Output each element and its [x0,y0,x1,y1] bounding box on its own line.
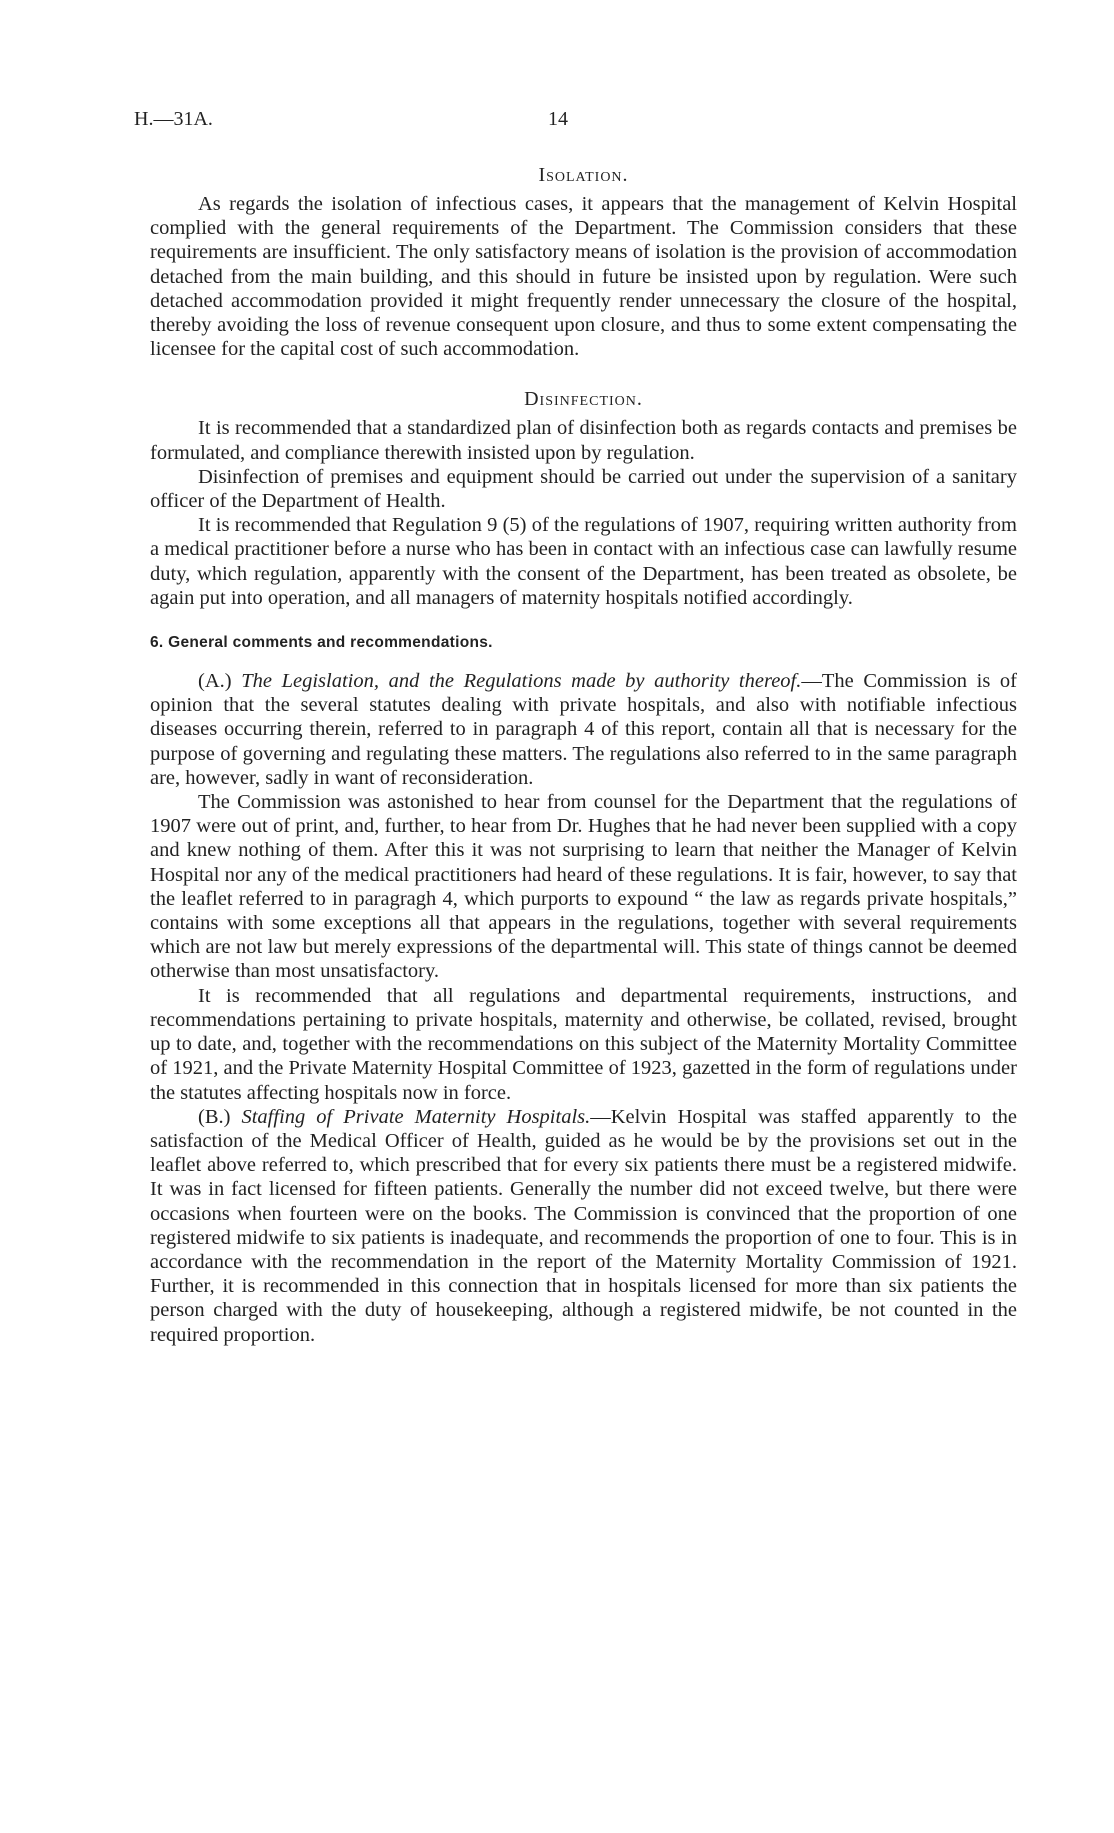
page-header [134,108,1014,138]
disinfection-paragraph-2: Disinfection of premises and equipment should be carried out under the supervision of a sanitary officer of the Department of Health. [150,465,1017,513]
isolation-heading: Isolation. [538,164,629,186]
general-comments-heading: 6. General comments and recommendations. [150,634,493,652]
document-reference: H.—31A. [134,108,213,130]
disinfection-paragraph-3: It is recommended that Regulation 9 (5) of the regulations of 1907, requiring written authority from a medical practitioner before a nurse who has been in contact with an infectious case can lawfully resume duty, which regulation, apparently with the consent of the Department, has been treated as obsolete, be again put into operation, and all managers of maternity hospitals notified accordingly. [150,514,1017,609]
legislation-title: The Legislation, and the Regulations made by authority thereof. [241,670,802,693]
legislation-paragraph [150,669,1017,790]
page-number: 14 [548,108,568,130]
staffing-paragraph [150,1105,1017,1347]
page-body [150,163,1017,1347]
isolation-paragraph: As regards the isolation of infectious cases, it appears that the management of Kelvin Hospital complied with the general requirements of the Department. The Commission considers that these requirements are insufficient. The only satisfactory means of isolation is the provision of accommodation detached from the main building, and this should in future be insisted upon by regulation. Were such detached accommodation provided it might frequently render unnecessary the closure of the hospital, thereby avoiding the loss of revenue consequent upon closure, and thus to some extent compensating the licensee for the capital cost of such accommodation. [150,193,1017,361]
disinfection-paragraph-1: It is recommended that a standardized plan of disinfection both as regards contacts and premises be formulated, and compliance therewith insisted upon by regulation. [150,417,1017,464]
staffing-label: (B.) [198,1105,231,1128]
disinfection-heading: Disinfection. [524,388,643,411]
legislation-label: (A.) [198,670,232,693]
regulations-out-of-print-paragraph: The Commission was astonished to hear from counsel for the Department that the regulations of 1907 were out of print, and, further, to hear from Dr. Hughes that he had never been supplied with a copy and knew nothing of them. After this it was not surprising to learn that neither the Manager of Kelvin Hospital nor any of the medical practitioners had heard of these regulations. It is fair, however, to say that the leaflet referred to in paragragh 4, which purports to expound “ the law as regards private hospitals,” contains with some exceptions all that appears in the regulations, together with several requirements which are not law but merely expressions of the departmental will. This state of things cannot be deemed otherwise than most unsatisfactory. [150,791,1017,983]
legislation-text: —The Commission is of opinion that the several statutes dealing with private hospitals, and also with notifiable infectious diseases occurring therein, referred to in paragraph 4 of this report, contain all that is necessary for the purpose of governing and regulating these matters. The regulations also referred to in the same paragraph are, however, sadly in want of reconsideration. [150,670,1017,789]
regulations-recommendation-paragraph: It is recommended that all regulations and departmental requirements, instructions, and recommendations pertaining to private hospitals, maternity and otherwise, be collated, revised, brought up to date, and, together with the recommendations on this subject of the Maternity Mortality Committee of 1921, and the Private Maternity Hospital Committee of 1923, gazetted in the form of regulations under the statutes affecting hospitals now in force. [150,984,1017,1104]
staffing-title: Staffing of Private Maternity Hospitals. [241,1105,591,1128]
staffing-text: —Kelvin Hospital was staffed apparently to the satisfaction of the Medical Officer of Health, guided as he would be by the provisions set out in the leaflet above referred to, which prescribed that for every six patients there must be a registered midwife. It was in fact licensed for fifteen patients. Generally the number did not exceed twelve, but there were occasions when fourteen were on the books. The Commission is convinced that the proportion of one registered midwife to six patients is inadequate, and recommends the proportion of one to four. This is in accordance with the recommendation in the report of the Maternity Mortality Commission of 1921. Further, it is recommended in this connection that in hospitals licensed for more than six patients the person charged with the duty of housekeeping, although a registered midwife, be not counted in the required proportion. [150,1105,1017,1346]
